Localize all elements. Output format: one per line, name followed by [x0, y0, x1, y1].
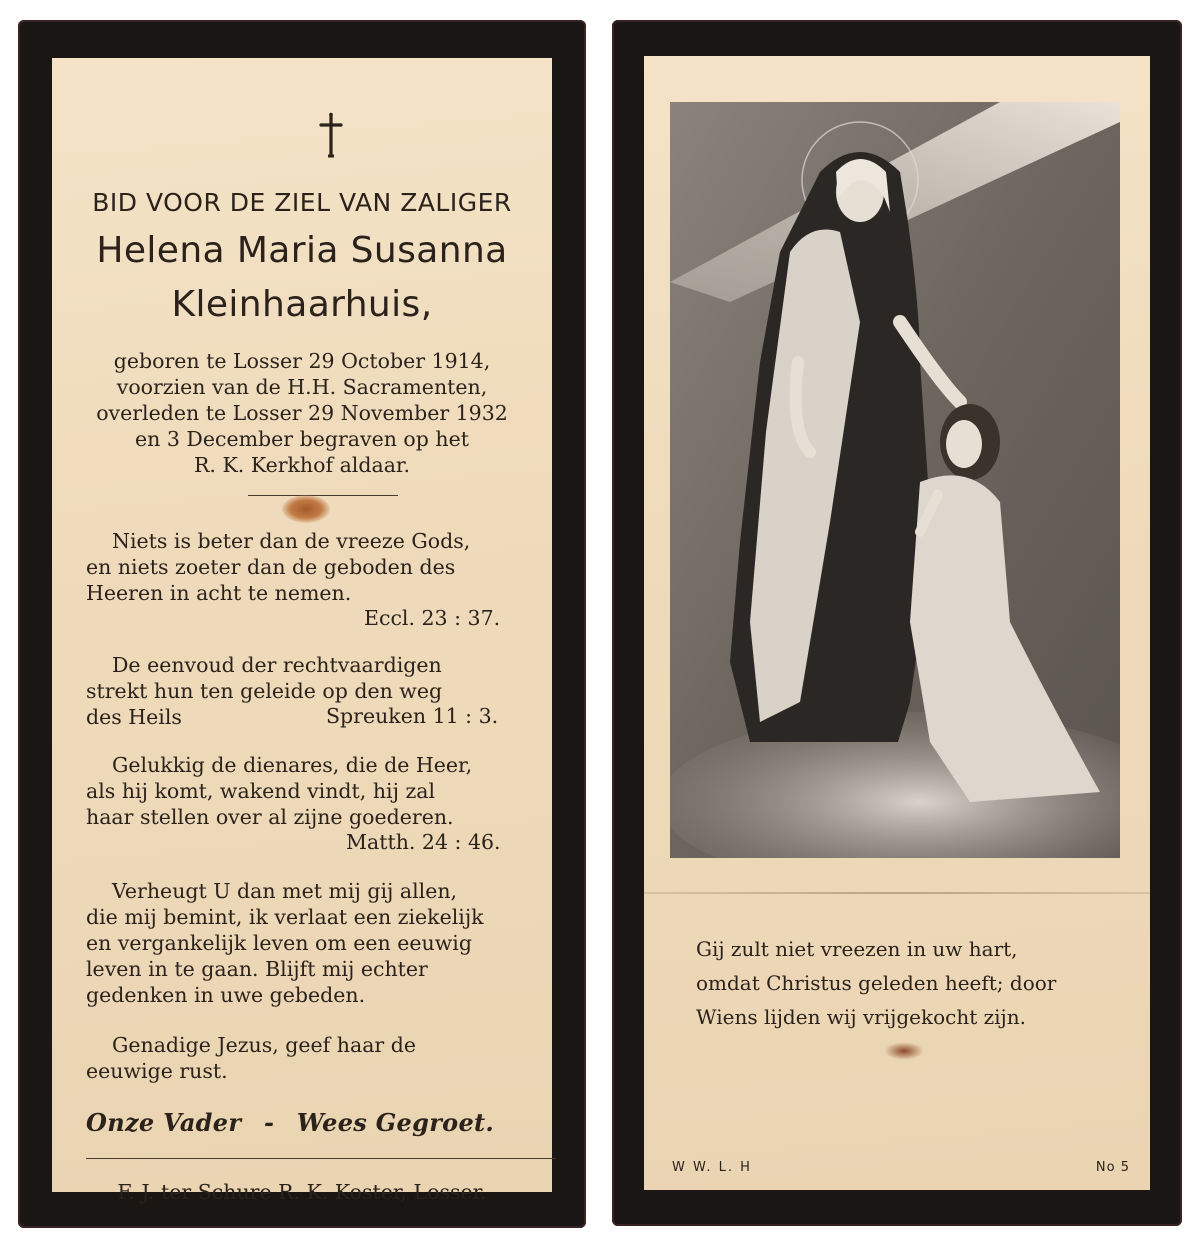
verse-line: des Heils — [86, 705, 182, 729]
verse-line: Heeren in acht te nemen. — [86, 581, 352, 605]
verse-line: Gelukkig de dienares, die de Heer, — [112, 753, 473, 777]
fold-crease — [644, 892, 1150, 894]
quote-line: Wiens lijden wij vrijgekocht zijn. — [696, 1005, 1026, 1029]
verse-line: leven in te gaan. Blijft mij echter — [86, 957, 428, 981]
divider — [86, 1158, 556, 1159]
printer-credit: F. J. ter Schure R. K. Koster, Losser. — [117, 1180, 487, 1204]
scripture-quote — [696, 932, 1116, 1034]
verse-reference: Spreuken 11 : 3. — [326, 704, 499, 728]
deceased-surname: Kleinhaarhuis, — [171, 284, 433, 325]
paper-stain — [282, 495, 330, 523]
bio-line: en 3 December begraven op het — [135, 427, 469, 451]
verse-block — [86, 1032, 556, 1084]
prayer-hail-mary: Wees Gegroet. — [296, 1108, 495, 1137]
bio-line: geboren te Losser 29 October 1914, — [113, 349, 491, 373]
verse-line: als hij komt, wakend vindt, hij zal — [86, 779, 436, 803]
biography — [52, 348, 552, 478]
verse-line: Verheugt U dan met mij gij allen, — [112, 879, 458, 903]
card-paper — [52, 58, 552, 1204]
memorial-card-text-side — [18, 20, 586, 1228]
verse-line: en niets zoeter dan de geboden des — [86, 555, 456, 579]
verse-line: Niets is beter dan de vreeze Gods, — [112, 529, 471, 553]
verse-line: en vergankelijk leven om een eeuwig — [86, 931, 472, 955]
verse-line: die mij bemint, ik verlaat een ziekelijk — [86, 905, 484, 929]
verse-line: eeuwige rust. — [86, 1059, 228, 1083]
verse-block — [86, 528, 556, 606]
devotional-image — [670, 102, 1120, 858]
verse-line: De eenvoud der rechtvaardigen — [112, 653, 442, 677]
prayer-our-father: Onze Vader — [86, 1108, 242, 1137]
publisher-mark: W W. L. H — [672, 1160, 752, 1175]
deceased-name: Helena Maria Susanna — [96, 230, 508, 271]
card-paper — [644, 56, 1150, 1190]
prayer-header: BID VOOR DE ZIEL VAN ZALIGER — [92, 188, 512, 217]
verse-reference: Matth. 24 : 46. — [346, 830, 501, 854]
verse-block — [86, 752, 556, 830]
cross-icon — [317, 112, 345, 158]
verse-reference: Eccl. 23 : 37. — [364, 606, 501, 630]
closing-prayers — [86, 1108, 556, 1137]
verse-block — [86, 878, 556, 1008]
paper-stain — [884, 1042, 924, 1060]
memorial-card-picture-side — [612, 20, 1182, 1226]
quote-line: omdat Christus geleden heeft; door — [696, 971, 1057, 995]
bio-line: R. K. Kerkhof aldaar. — [194, 453, 410, 477]
divider — [248, 495, 398, 496]
card-number: No 5 — [1095, 1160, 1130, 1175]
verse-line: gedenken in uwe gebeden. — [86, 983, 366, 1007]
bio-line: overleden te Losser 29 November 1932 — [96, 401, 508, 425]
verse-line: strekt hun ten geleide op den weg — [86, 679, 443, 703]
verse-line: haar stellen over al zijne goederen. — [86, 805, 454, 829]
quote-line: Gij zult niet vreezen in uw hart, — [696, 937, 1018, 961]
verse-line: Genadige Jezus, geef haar de — [112, 1033, 416, 1057]
prayer-separator: - — [263, 1108, 275, 1137]
bio-line: voorzien van de H.H. Sacramenten, — [116, 375, 488, 399]
